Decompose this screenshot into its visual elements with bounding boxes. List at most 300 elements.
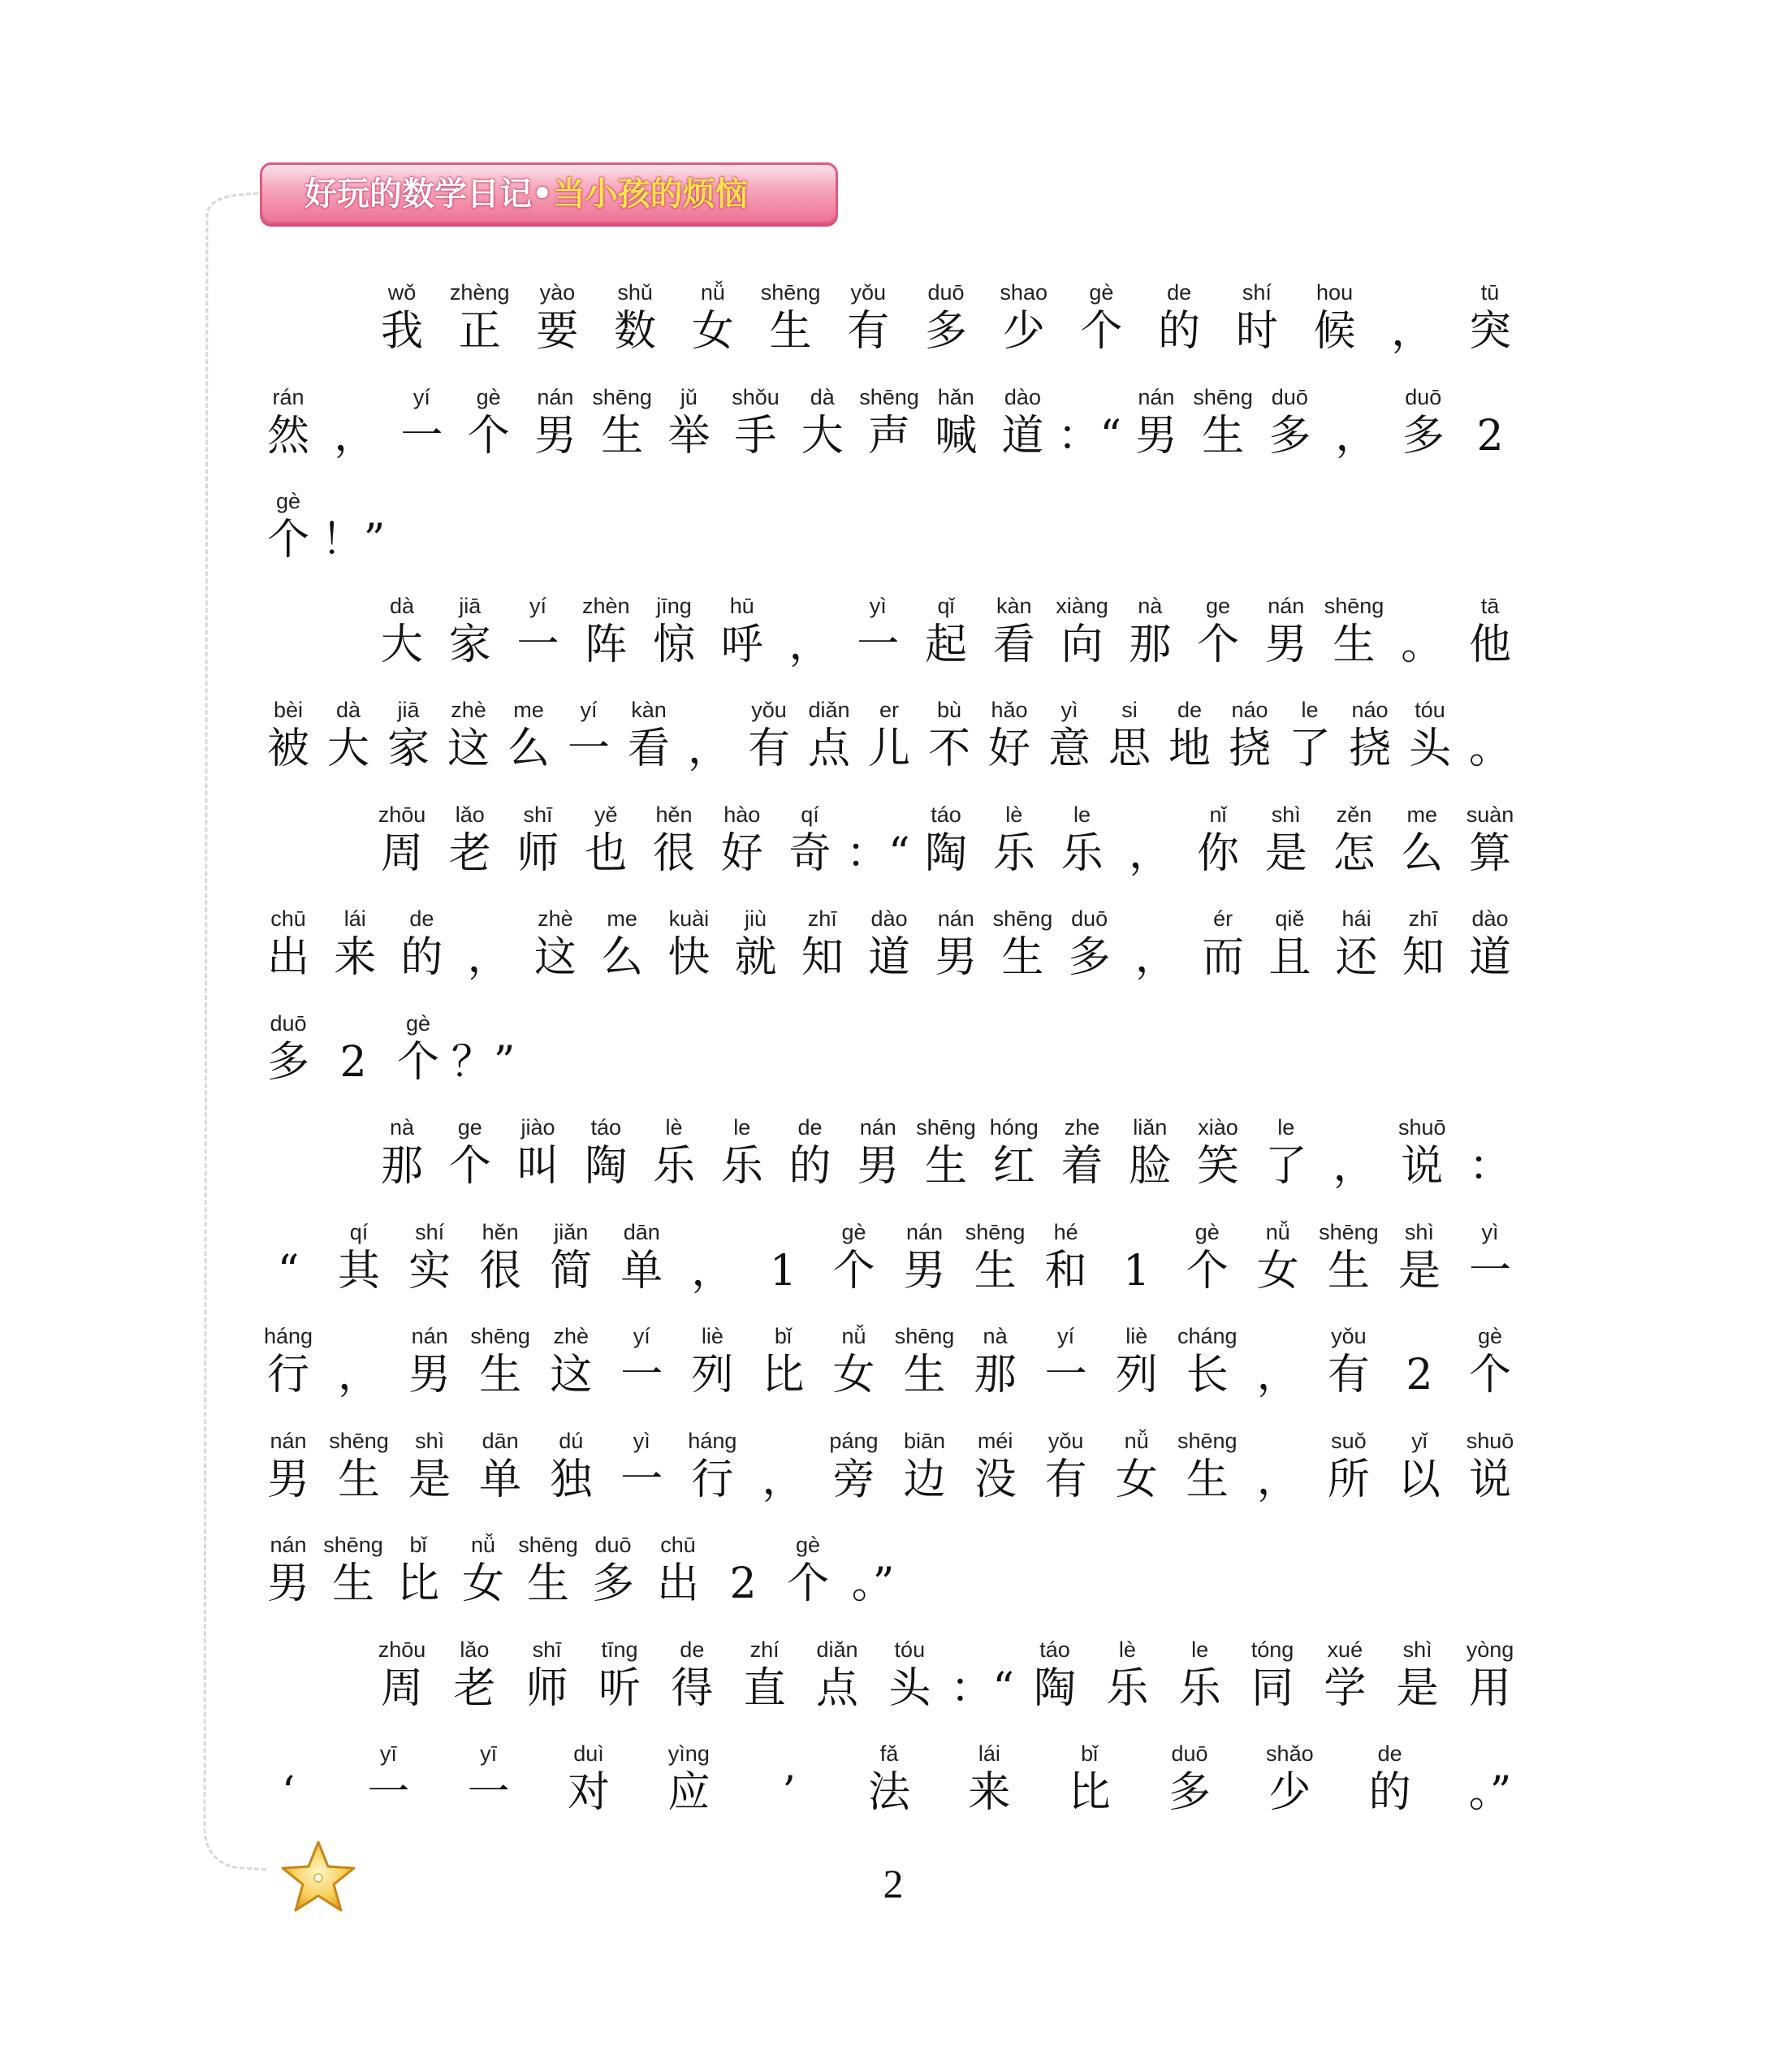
pinyin: tā xyxy=(1480,593,1500,618)
pinyin: kàn xyxy=(631,698,667,722)
pinyin: duō xyxy=(1071,906,1108,931)
header-title-part2: 当小孩的烦恼 xyxy=(552,175,748,213)
hanzi: ， xyxy=(1256,1351,1299,1399)
hanzi: 数 xyxy=(614,307,657,356)
pinyin: lái xyxy=(978,1741,1000,1766)
pinyin: shì xyxy=(415,1428,445,1453)
hanzi: 么 xyxy=(1401,828,1444,878)
pinyin: hào xyxy=(724,802,761,827)
hanzi: 个 xyxy=(448,1142,491,1191)
hanzi: 叫 xyxy=(516,1142,559,1191)
pinyin: yòng xyxy=(1466,1637,1514,1662)
hanzi: 生 xyxy=(331,1559,375,1608)
pinyin: diǎn xyxy=(808,698,850,722)
hanzi: 生 xyxy=(1202,411,1245,461)
hanzi: 其 xyxy=(338,1246,381,1296)
pinyin: duō xyxy=(1405,384,1442,409)
pinyin: shì xyxy=(1271,802,1301,827)
text-line xyxy=(264,1741,1514,1831)
hanzi: 女 xyxy=(832,1351,875,1399)
hanzi: 他 xyxy=(1468,620,1512,669)
pinyin: shī xyxy=(532,1637,562,1662)
hanzi: ， xyxy=(1333,1142,1376,1191)
pinyin: hū xyxy=(729,593,754,618)
pinyin: shēng xyxy=(1319,1219,1379,1244)
hanzi: 的 xyxy=(1158,307,1201,356)
hanzi: 1 xyxy=(1123,1246,1151,1296)
pinyin: liè xyxy=(701,1324,724,1348)
pinyin: gè xyxy=(1089,280,1114,305)
hanzi: 一 xyxy=(467,1768,510,1817)
pinyin: nán xyxy=(859,1115,896,1140)
pinyin: nǚ xyxy=(700,280,725,305)
hanzi: 知 xyxy=(801,933,844,982)
pinyin: nán xyxy=(937,906,974,931)
pinyin: er xyxy=(879,698,900,722)
text-line xyxy=(264,1115,1514,1205)
hanzi: 一 xyxy=(367,1768,410,1817)
hanzi: 男 xyxy=(1264,620,1307,669)
hanzi: 得 xyxy=(671,1663,714,1713)
hanzi: 算 xyxy=(1468,828,1512,878)
hanzi: 女 xyxy=(461,1559,505,1608)
pinyin: bǐ xyxy=(409,1533,427,1557)
hanzi: 不 xyxy=(927,725,971,773)
pinyin: shēng xyxy=(518,1533,578,1557)
pinyin: zhèn xyxy=(581,593,630,618)
hanzi: 生 xyxy=(601,411,644,461)
hanzi: 个 xyxy=(396,1037,440,1087)
hanzi: 挠 xyxy=(1348,725,1392,773)
hanzi: 也 xyxy=(585,828,628,878)
hanzi: 陶 xyxy=(1033,1663,1077,1713)
pinyin: shēng xyxy=(1324,593,1384,618)
pinyin: shēng xyxy=(1193,384,1253,409)
pinyin: fǎ xyxy=(879,1741,899,1766)
hanzi: ‘ xyxy=(281,1768,296,1817)
hanzi: 行 xyxy=(691,1455,734,1504)
text-line xyxy=(264,906,1514,996)
hanzi: 起 xyxy=(924,620,968,669)
hanzi: 要 xyxy=(536,307,579,356)
pinyin: chū xyxy=(660,1533,696,1557)
hanzi: 个 xyxy=(266,516,310,565)
hanzi: 举 xyxy=(667,411,711,461)
hanzi: 点 xyxy=(807,725,851,773)
pinyin: shēng xyxy=(992,906,1053,931)
pinyin: biān xyxy=(903,1428,946,1453)
pinyin: yě xyxy=(594,802,618,827)
pinyin: zhī xyxy=(807,906,837,931)
hanzi: 你 xyxy=(1196,828,1240,878)
pinyin: qǐ xyxy=(937,593,955,618)
hanzi: 那 xyxy=(1129,620,1172,669)
pinyin: liè xyxy=(1125,1324,1148,1348)
text-line xyxy=(264,1429,1514,1518)
hanzi: 突 xyxy=(1468,307,1512,356)
text-line xyxy=(264,385,1514,474)
pinyin: le xyxy=(1301,698,1319,722)
hanzi: 。” xyxy=(851,1559,895,1608)
pinyin: yì xyxy=(1060,698,1078,722)
pinyin: lǎo xyxy=(460,1637,490,1662)
pinyin: gè xyxy=(841,1219,866,1244)
hanzi: 知 xyxy=(1402,933,1445,982)
hanzi: 边 xyxy=(903,1455,946,1504)
pinyin: jǔ xyxy=(680,384,698,409)
hanzi: 大 xyxy=(326,725,370,773)
hanzi: 。 xyxy=(1468,725,1512,773)
hanzi: 周 xyxy=(380,1663,424,1713)
header-banner xyxy=(260,162,838,224)
pinyin: wǒ xyxy=(387,280,417,305)
pinyin: le xyxy=(733,1115,751,1140)
pinyin: hou xyxy=(1316,280,1354,305)
pinyin: yǒu xyxy=(1048,1428,1084,1453)
hanzi: 的 xyxy=(400,933,443,982)
pinyin: méi xyxy=(977,1428,1013,1453)
pinyin: shì xyxy=(1402,1637,1432,1662)
pinyin: duō xyxy=(927,280,965,305)
pinyin: yí xyxy=(413,384,430,409)
hanzi: 喊 xyxy=(935,411,978,461)
hanzi: 单 xyxy=(479,1455,522,1504)
pinyin: kàn xyxy=(996,593,1032,618)
hanzi: 生 xyxy=(338,1455,381,1504)
pinyin: nà xyxy=(1138,593,1163,618)
hanzi: 且 xyxy=(1268,933,1311,982)
pinyin: jiǎn xyxy=(554,1219,589,1244)
hanzi: 多 xyxy=(1402,411,1445,461)
pinyin: dào xyxy=(870,906,908,931)
pinyin: shēng xyxy=(323,1533,383,1557)
pinyin: nǚ xyxy=(841,1324,866,1348)
hanzi: “ xyxy=(277,1246,300,1296)
pinyin: shao xyxy=(1000,280,1048,305)
hanzi: 2 xyxy=(339,1037,367,1087)
pinyin: nà xyxy=(389,1115,415,1140)
hanzi: 了 xyxy=(1264,1142,1307,1191)
page-number: 2 xyxy=(883,1861,904,1906)
pinyin: yì xyxy=(1481,1219,1499,1244)
hanzi: 男 xyxy=(857,1142,900,1191)
hanzi: 的 xyxy=(788,1142,832,1191)
hanzi: 说 xyxy=(1401,1142,1444,1191)
pinyin: suǒ xyxy=(1331,1428,1367,1453)
pinyin: tóng xyxy=(1251,1637,1294,1662)
pinyin: ér xyxy=(1213,906,1233,931)
pinyin: le xyxy=(1191,1637,1209,1662)
pinyin: dào xyxy=(1471,906,1509,931)
pinyin: yí xyxy=(580,698,598,722)
hanzi: 看 xyxy=(627,725,671,773)
pinyin: zhè xyxy=(538,906,573,931)
hanzi: ， xyxy=(691,1246,734,1296)
hanzi: 挠 xyxy=(1228,725,1272,773)
hanzi: 个 xyxy=(1186,1246,1229,1296)
pinyin: me xyxy=(1406,802,1438,827)
hanzi: 有 xyxy=(1044,1455,1087,1504)
hanzi: 乐 xyxy=(1106,1663,1149,1713)
pinyin: táo xyxy=(931,802,961,827)
pinyin: nǐ xyxy=(1209,802,1227,827)
pinyin: qiě xyxy=(1275,906,1305,931)
hanzi: ， xyxy=(762,1455,805,1504)
hanzi: ， xyxy=(687,725,731,773)
pinyin: nán xyxy=(1138,384,1175,409)
pinyin: yǒu xyxy=(1331,1324,1367,1348)
pinyin: duō xyxy=(1171,1741,1208,1766)
hanzi: 男 xyxy=(533,411,577,461)
header-title-part1: 好玩的数学日记• xyxy=(305,175,553,213)
pinyin: dān xyxy=(482,1428,519,1453)
hanzi: 还 xyxy=(1335,933,1378,982)
hanzi: 然 xyxy=(266,411,310,461)
hanzi: 列 xyxy=(1115,1351,1158,1399)
pinyin: nán xyxy=(270,1533,307,1557)
hanzi: 思 xyxy=(1108,725,1151,773)
pinyin: shēng xyxy=(965,1219,1026,1244)
hanzi: ， xyxy=(467,933,510,982)
pinyin: yí xyxy=(633,1324,650,1348)
pinyin: ge xyxy=(1205,593,1231,618)
hanzi: 老 xyxy=(453,1663,496,1713)
hanzi: 来 xyxy=(334,933,377,982)
hanzi: 道 xyxy=(1468,933,1512,982)
hanzi: 陶 xyxy=(924,828,968,878)
hanzi: 男 xyxy=(408,1351,451,1399)
text-line xyxy=(264,1220,1514,1309)
hanzi: 对 xyxy=(567,1768,611,1817)
pinyin: bèi xyxy=(273,698,304,722)
pinyin: yǐ xyxy=(1411,1428,1428,1453)
hanzi: 法 xyxy=(867,1768,911,1817)
hanzi: 生 xyxy=(769,307,812,356)
hanzi: 家 xyxy=(387,725,430,773)
pinyin: suàn xyxy=(1466,802,1514,827)
hanzi: 生 xyxy=(924,1142,968,1191)
pinyin: qí xyxy=(801,802,819,827)
pinyin: nán xyxy=(537,384,574,409)
hanzi: 多 xyxy=(1268,411,1311,461)
hanzi: 大 xyxy=(380,620,424,669)
hanzi: 生 xyxy=(1186,1455,1229,1504)
hanzi: 生 xyxy=(526,1559,570,1608)
hanzi: 道 xyxy=(867,933,911,982)
pinyin: de xyxy=(1377,1741,1402,1766)
hanzi: 时 xyxy=(1235,307,1278,356)
hanzi: 多 xyxy=(924,307,968,356)
pinyin: liǎn xyxy=(1133,1115,1168,1140)
pinyin: hěn xyxy=(482,1219,519,1244)
pinyin: gè xyxy=(1194,1219,1220,1244)
pinyin: gè xyxy=(275,489,301,513)
pinyin: lǎo xyxy=(455,802,485,827)
hanzi: 家 xyxy=(448,620,491,669)
hanzi: 2 xyxy=(729,1559,757,1608)
hanzi: 有 xyxy=(847,307,890,356)
text-line xyxy=(264,1637,1514,1727)
text-line xyxy=(264,594,1514,683)
hanzi: ， xyxy=(1129,828,1172,878)
hanzi: ？” xyxy=(451,1037,516,1087)
hanzi: 手 xyxy=(734,411,777,461)
text-line xyxy=(264,280,1514,370)
hanzi: 比 xyxy=(1068,1768,1111,1817)
pinyin: zěn xyxy=(1336,802,1372,827)
hanzi: 是 xyxy=(1264,828,1307,878)
pinyin: nán xyxy=(270,1428,307,1453)
hanzi: 用 xyxy=(1468,1663,1512,1713)
hanzi: 师 xyxy=(516,828,559,878)
pinyin: táo xyxy=(590,1115,622,1140)
hanzi: 奇 xyxy=(788,828,832,878)
hanzi: 出 xyxy=(266,933,310,982)
hanzi: ， xyxy=(1391,307,1434,356)
pinyin: duì xyxy=(573,1741,604,1766)
hanzi: 一 xyxy=(857,620,900,669)
hanzi: 大 xyxy=(801,411,844,461)
hanzi: 生 xyxy=(903,1351,946,1399)
pinyin: tóu xyxy=(1415,698,1445,722)
pinyin: gè xyxy=(1477,1324,1503,1348)
pinyin: yī xyxy=(379,1741,397,1766)
hanzi: ：“ xyxy=(1057,411,1121,461)
text-line xyxy=(264,802,1514,892)
pinyin: háng xyxy=(688,1428,737,1453)
pinyin: duō xyxy=(594,1533,632,1557)
pinyin: hái xyxy=(1341,906,1371,931)
hanzi: 多 xyxy=(1068,933,1111,982)
hanzi: 乐 xyxy=(992,828,1035,878)
hanzi: 那 xyxy=(974,1351,1017,1399)
pinyin: bǐ xyxy=(774,1324,792,1348)
hanzi: 。 xyxy=(1401,620,1444,669)
pinyin: yí xyxy=(1057,1324,1075,1348)
hanzi: 少 xyxy=(1002,307,1045,356)
hanzi: 的 xyxy=(1368,1768,1411,1817)
hanzi: 男 xyxy=(266,1455,310,1504)
hanzi: 一 xyxy=(567,725,611,773)
pinyin: nǚ xyxy=(1124,1428,1149,1453)
hanzi: 少 xyxy=(1268,1768,1311,1817)
pinyin: hěn xyxy=(655,802,693,827)
pinyin: gè xyxy=(405,1010,431,1036)
pinyin: xué xyxy=(1327,1637,1363,1662)
hanzi: 独 xyxy=(550,1455,593,1504)
hanzi: 意 xyxy=(1048,725,1091,773)
hanzi: 没 xyxy=(974,1455,1017,1504)
hanzi: 有 xyxy=(1327,1351,1370,1399)
hanzi: 比 xyxy=(762,1351,805,1399)
pinyin: yào xyxy=(539,280,576,305)
text-line xyxy=(264,1011,1514,1101)
pinyin: jiù xyxy=(745,906,767,931)
hanzi: 候 xyxy=(1313,307,1356,356)
pinyin: háng xyxy=(263,1324,313,1348)
hanzi: 生 xyxy=(974,1246,1017,1296)
hanzi: 就 xyxy=(734,933,777,982)
pinyin: zhè xyxy=(451,698,486,722)
hanzi: 看 xyxy=(992,620,1035,669)
pinyin: yì xyxy=(869,593,887,618)
hanzi: 应 xyxy=(667,1768,711,1817)
pinyin: hé xyxy=(1053,1219,1078,1244)
text-line xyxy=(264,698,1514,787)
hanzi: 脸 xyxy=(1129,1142,1172,1191)
pinyin: le xyxy=(1073,802,1091,827)
hanzi: 老 xyxy=(448,828,491,878)
hanzi: 地 xyxy=(1168,725,1212,773)
hanzi: 乐 xyxy=(1060,828,1104,878)
hanzi: 女 xyxy=(1256,1246,1299,1296)
hanzi: 很 xyxy=(479,1246,522,1296)
hanzi: ， xyxy=(338,1351,381,1399)
hanzi: 有 xyxy=(747,725,791,773)
pinyin: zhe xyxy=(1064,1115,1100,1140)
hanzi: 惊 xyxy=(652,620,696,669)
pinyin: náo xyxy=(1231,698,1268,722)
pinyin: hǎn xyxy=(937,384,974,409)
hanzi: ， xyxy=(1134,933,1177,982)
hanzi: 一 xyxy=(1044,1351,1087,1399)
hanzi: 列 xyxy=(691,1351,734,1399)
hanzi: 1 xyxy=(769,1246,797,1296)
pinyin: de xyxy=(797,1115,823,1140)
pinyin: shī xyxy=(523,802,553,827)
pinyin: dà xyxy=(810,384,835,409)
pinyin: yì xyxy=(633,1428,650,1453)
hanzi: 怎 xyxy=(1333,828,1376,878)
hanzi: 头 xyxy=(888,1663,931,1713)
pinyin: jiā xyxy=(459,593,482,618)
hanzi: 师 xyxy=(525,1663,568,1713)
hanzi: 2 xyxy=(1406,1351,1433,1399)
pinyin: shēng xyxy=(329,1428,389,1453)
hanzi: ， xyxy=(1335,411,1378,461)
hanzi: 男 xyxy=(935,933,978,982)
hanzi: 个 xyxy=(1196,620,1240,669)
hanzi: 阵 xyxy=(585,620,628,669)
hanzi: 么 xyxy=(507,725,551,773)
pinyin: bǐ xyxy=(1081,1741,1099,1766)
pinyin: duō xyxy=(270,1010,307,1036)
pinyin: tū xyxy=(1480,280,1500,305)
pinyin: de xyxy=(409,906,434,931)
hanzi: 听 xyxy=(598,1663,641,1713)
pinyin: qí xyxy=(349,1219,369,1244)
pinyin: dà xyxy=(335,698,361,722)
hanzi: 以 xyxy=(1397,1455,1441,1504)
hanzi: 生 xyxy=(1327,1246,1370,1296)
pinyin: zhèng xyxy=(449,280,510,305)
hanzi: 一 xyxy=(400,411,443,461)
hanzi: 男 xyxy=(1134,411,1177,461)
pinyin: de xyxy=(1167,280,1192,305)
pinyin: dān xyxy=(623,1219,660,1244)
hanzi: 笑 xyxy=(1196,1142,1240,1191)
pinyin: shēng xyxy=(470,1324,530,1348)
pinyin: shí xyxy=(415,1219,445,1244)
hanzi: 个 xyxy=(786,1559,830,1608)
hanzi: 。” xyxy=(1468,1768,1512,1817)
hanzi: 是 xyxy=(1397,1246,1441,1296)
pinyin: nǚ xyxy=(470,1533,496,1557)
pinyin: si xyxy=(1121,698,1138,722)
hanzi: 长 xyxy=(1186,1351,1229,1399)
hanzi: 一 xyxy=(620,1351,663,1399)
hanzi: 多 xyxy=(1168,1768,1212,1817)
